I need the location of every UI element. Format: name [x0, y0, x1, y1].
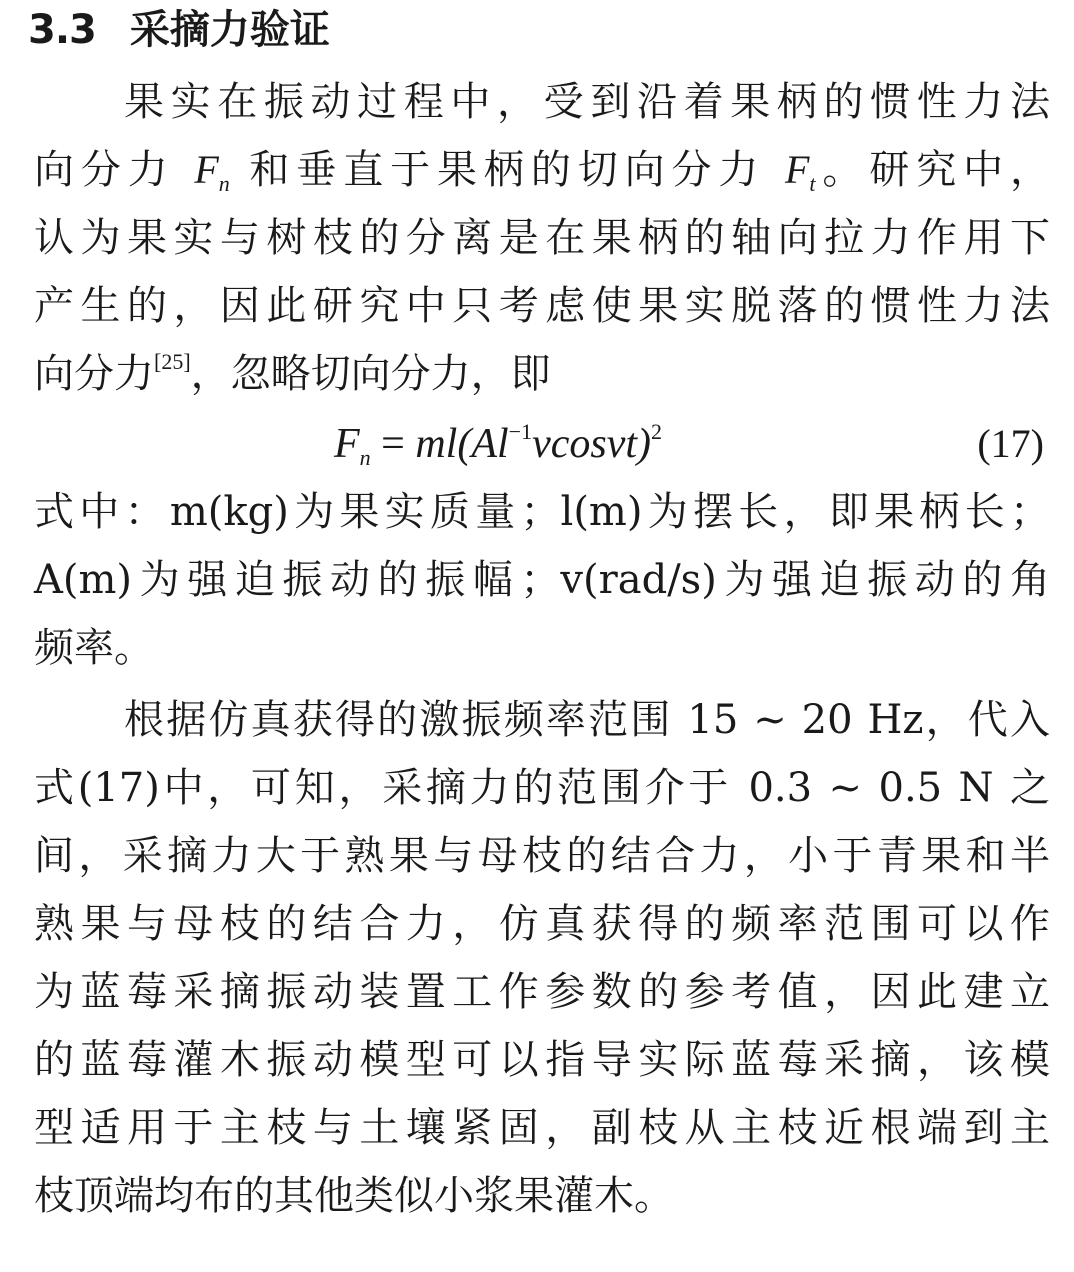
equation-number: (17) — [977, 421, 1044, 466]
paragraph-2-line-8: 枝顶端均布的其他类似小浆果灌木。 — [34, 1173, 674, 1219]
eq-exponent-1: −1 — [508, 419, 533, 444]
section-heading — [28, 2, 330, 58]
paragraph-2-line-3: 间，采摘力大于熟果与母枝的结合力，小于青果和半 — [34, 833, 1050, 879]
paragraph-1-line-4: 产生的，因此研究中只考虑使果实脱落的惯性力法 — [34, 283, 1050, 329]
eq-lhs: F — [334, 421, 360, 467]
symbol-Fn: $F_n$ — [194, 147, 230, 196]
eq-lhs-sub: n — [359, 445, 371, 470]
section-title: 采摘力验证 — [129, 7, 330, 53]
text-fragment: 。研究中， — [815, 147, 1051, 193]
citation-ref: [25] — [154, 349, 191, 374]
variables-line-2: A(m)为强迫振动的振幅；v(rad/s)为强迫振动的角 — [34, 557, 1050, 603]
paragraph-2-line-2: 式(17)中，可知，采摘力的范围介于 0.3 ~ 0.5 N 之 — [34, 765, 1050, 811]
variables-line-3: 频率。 — [34, 625, 154, 671]
symbol-Ft: $F_t$ — [784, 147, 816, 196]
paragraph-2-line-7: 型适用于主枝与土壤紧固，副枝从主枝近根端到主 — [34, 1105, 1050, 1151]
paragraph-1-line-3: 认为果实与树枝的分离是在果柄的轴向拉力作用下 — [34, 215, 1050, 261]
paragraph-2-line-1: 根据仿真获得的激振频率范围 15 ~ 20 Hz，代入 — [124, 697, 1050, 743]
paragraph-1-line-2 — [34, 136, 1050, 204]
paragraph-1-line-1: 果实在振动过程中，受到沿着果柄的惯性力法 — [124, 79, 1050, 125]
text-fragment: 和垂直于果柄的切向分力 — [249, 147, 766, 193]
text-fragment: 向分力 — [34, 147, 175, 193]
text-fragment: 向分力 — [34, 351, 154, 397]
text-fragment: ，忽略切向分力，即 — [190, 351, 551, 397]
paragraph-2-line-5: 为蓝莓采摘振动装置工作参数的参考值，因此建立 — [34, 969, 1050, 1015]
eq-sign: = — [370, 421, 416, 467]
paragraph-2-line-4: 熟果与母枝的结合力，仿真获得的频率范围可以作 — [34, 901, 1050, 947]
section-number: 3.3 — [28, 7, 96, 53]
variables-line-1: 式中：m(kg)为果实质量；l(m)为摆长，即果柄长； — [34, 489, 1050, 535]
paragraph-2-line-6: 的蓝莓灌木振动模型可以指导实际蓝莓采摘，该模 — [34, 1037, 1050, 1083]
equation-17 — [334, 410, 662, 478]
paragraph-1-line-5 — [34, 340, 1050, 408]
eq-part-a: ml(Al — [415, 421, 509, 467]
eq-exponent-2: 2 — [651, 419, 663, 444]
eq-part-b: νcosνt) — [532, 421, 652, 467]
